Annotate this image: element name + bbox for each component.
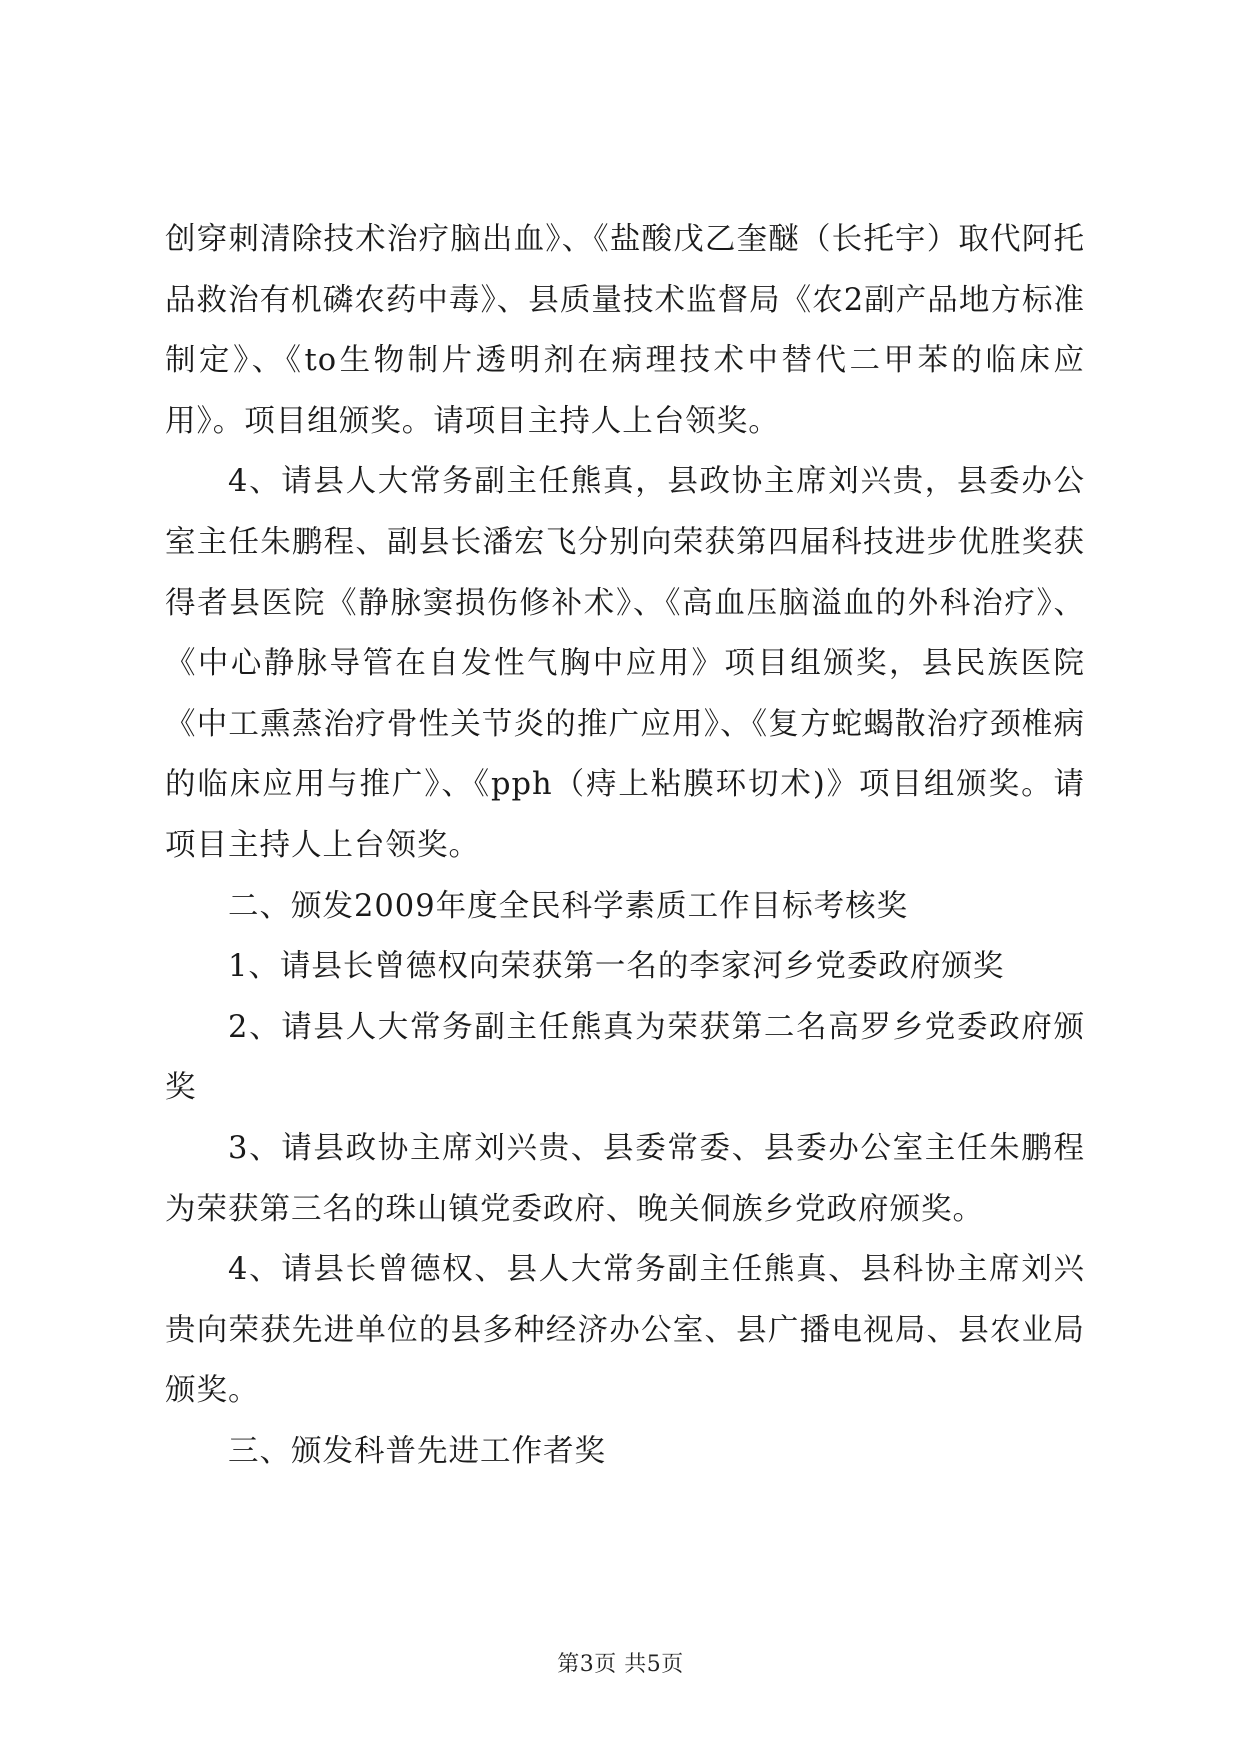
document-body xyxy=(165,210,1085,1482)
section-heading-2: 二、颁发2009年度全民科学素质工作目标考核奖 xyxy=(228,888,909,924)
paragraph-item-3: 3、请县政协主席刘兴贵、县委常委、县委办公室主任朱鹏程为荣获第三名的珠山镇党委政府、晚关侗族乡党政府颁奖。 xyxy=(165,1130,1085,1227)
page-number-footer: 第3页 共5页 xyxy=(557,1652,684,1677)
paragraph-item-1: 1、请县长曾德权向荣获第一名的李家河乡党委政府颁奖 xyxy=(228,949,1005,985)
paragraph-item-4-tech-award: 4、请县人大常务副主任熊真，县政协主席刘兴贵，县委办公室主任朱鹏程、副县长潘宏飞分别向荣获第四届科技进步优胜奖获得者县医院《静脉窦损伤修补术》、《高血压脑溢血的外科治疗》、《中心静脉导管在自发性气胸中应用》项目组颁奖，县民族医院《中工熏蒸治疗骨性关节炎的推广应用》、《复方蛇蝎散治疗颈椎病的临床应用与推广》、《pph（痔上粘膜环切术)》项目组颁奖。请项目主持人上台领奖。 xyxy=(165,464,1085,863)
paragraph-continuation: 创穿刺清除技术治疗脑出血》、《盐酸戊乙奎醚（长托宇）取代阿托品救治有机磷农药中毒》、县质量技术监督局《农2副产品地方标准制定》、《to生物制片透明剂在病理技术中替代二甲苯的临床应用》。项目组颁奖。请项目主持人上台领奖。 xyxy=(165,222,1085,439)
section-heading-3: 三、颁发科普先进工作者奖 xyxy=(228,1433,606,1469)
paragraph-item-4: 4、请县长曾德权、县人大常务副主任熊真、县科协主席刘兴贵向荣获先进单位的县多种经济办公室、县广播电视局、县农业局颁奖。 xyxy=(165,1252,1085,1409)
paragraph-item-2: 2、请县人大常务副主任熊真为荣获第二名高罗乡党委政府颁奖 xyxy=(165,1009,1085,1106)
